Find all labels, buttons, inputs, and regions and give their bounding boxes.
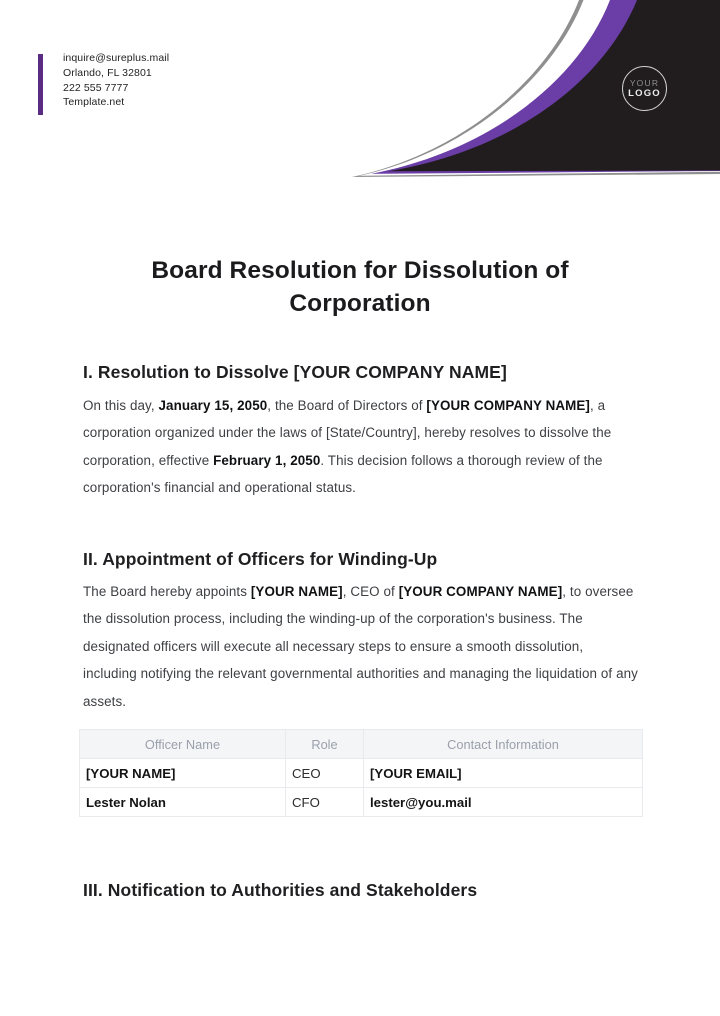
section-2-paragraph: The Board hereby appoints [YOUR NAME], CEO of [YOUR COMPANY NAME], to oversee the dissolution process, including the winding-up of the corporation's business. The designated officers will execute all necessary steps to ensure a smooth dissolution, including notifying the relevant governmental authorities and managing the liquidation of any assets.	[83, 584, 638, 709]
section-1-heading: I. Resolution to Dissolve [YOUR COMPANY NAME]	[83, 362, 507, 382]
officer-contact-cell: [YOUR EMAIL]	[364, 759, 643, 788]
officer-name-cell: [YOUR NAME]	[80, 759, 286, 788]
page-title: Board Resolution for Dissolution of Corporation	[151, 257, 569, 318]
section-2-heading: II. Appointment of Officers for Winding-Up	[83, 549, 438, 569]
contact-website: Template.net	[63, 96, 125, 109]
contact-email: inquire@sureplus.mail	[63, 52, 170, 64]
column-header-contact-information: Contact Information	[364, 730, 643, 759]
officers-table-header	[80, 730, 643, 759]
officer-contact-cell: lester@you.mail	[364, 788, 643, 817]
contact-address: Orlando, FL 32801	[63, 66, 152, 79]
contact-phone: 222 555 7777	[63, 81, 129, 94]
column-header-role: Role	[286, 730, 364, 759]
officers-table	[79, 729, 643, 817]
logo-placeholder	[622, 66, 667, 111]
logo-text-your: YOUR	[629, 78, 660, 88]
logo-text-logo: LOGO	[628, 88, 661, 99]
table-header-row	[80, 730, 643, 759]
header-contact-block	[63, 51, 169, 110]
officer-name-cell: Lester Nolan	[80, 788, 286, 817]
table-row	[80, 788, 643, 817]
column-header-officer-name: Officer Name	[80, 730, 286, 759]
section-1-paragraph: On this day, January 15, 2050, the Board of Directors of [YOUR COMPANY NAME], a corporation organized under the laws of [State/Country], hereby resolves to dissolve the corporation, effective February 1, 2050. This decision follows a thorough review of the corporation's financial and operational status.	[83, 398, 612, 496]
officer-role-cell: CFO	[286, 788, 364, 817]
table-row	[80, 759, 643, 788]
section-3-heading: III. Notification to Authorities and Stakeholders	[83, 880, 478, 900]
officer-role-cell: CEO	[286, 759, 364, 788]
header-accent-bar	[38, 54, 43, 115]
